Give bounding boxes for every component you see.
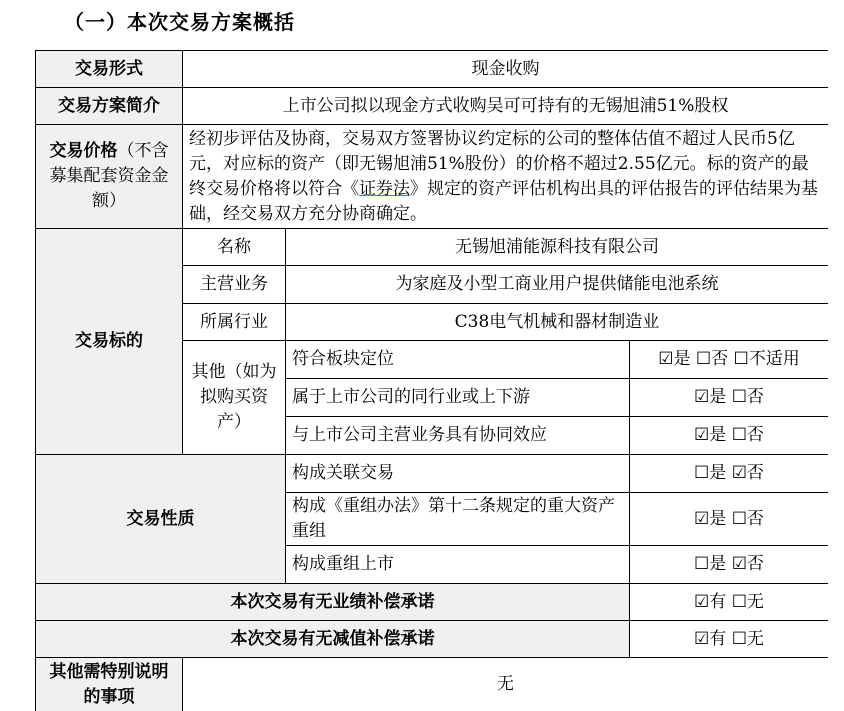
row-label-summary: 交易方案简介	[36, 88, 183, 125]
nature-item: 构成《重组办法》第十二条规定的重大资产重组	[286, 493, 630, 546]
target-industry-value: C38电气机械和器材制造业	[286, 304, 829, 341]
target-name-value: 无锡旭浦能源科技有限公司	[286, 229, 829, 266]
target-other-options[interactable]: ☑是 ☐否 ☐不适用	[630, 341, 829, 379]
row-value-other: 无	[183, 658, 829, 711]
price-text-1: 经初步评估及协商，交易双方签署协议约定标的公司的整体估值不超过人民币5亿元，对应标的资产（即无锡旭浦51%股份）的价格不超过2.55亿元。标的资产的最终交易价格将以符合《	[189, 128, 809, 199]
target-other-item: 属于上市公司的同行业或上下游	[286, 379, 630, 417]
target-other-options[interactable]: ☑是 ☐否	[630, 379, 829, 417]
table-row	[36, 621, 829, 658]
perf-comp-options[interactable]: ☑有 ☐无	[630, 584, 829, 621]
table-row	[36, 51, 829, 88]
row-label-price	[36, 125, 183, 229]
target-biz-value: 为家庭及小型工商业用户提供储能电池系统	[286, 266, 829, 304]
target-other-item: 符合板块定位	[286, 341, 630, 379]
section-title: （一）本次交易方案概括	[64, 10, 295, 34]
target-other-label: 其他（如为拟购买资产）	[183, 341, 286, 455]
transaction-summary-table	[35, 50, 828, 711]
row-label-target: 交易标的	[36, 229, 183, 455]
price-label-note: （不含募集配套资金金额）	[49, 141, 169, 211]
nature-options[interactable]: ☑是 ☐否	[630, 493, 829, 546]
target-other-options[interactable]: ☑是 ☐否	[630, 417, 829, 455]
row-value-price	[183, 125, 829, 229]
target-biz-label: 主营业务	[183, 266, 286, 304]
table-row	[36, 88, 829, 125]
row-label-perf-comp: 本次交易有无业绩补偿承诺	[36, 584, 630, 621]
target-name-label: 名称	[183, 229, 286, 266]
price-label-bold: 交易价格	[49, 141, 118, 161]
table-row	[36, 584, 829, 621]
target-other-item: 与上市公司主营业务具有协同效应	[286, 417, 630, 455]
impair-comp-options[interactable]: ☑有 ☐无	[630, 621, 829, 658]
row-value-summary: 上市公司拟以现金方式收购吴可可持有的无锡旭浦51%股权	[183, 88, 829, 125]
row-label-impair-comp: 本次交易有无减值补偿承诺	[36, 621, 630, 658]
row-label-other: 其他需特别说明的事项	[36, 658, 183, 711]
row-label-nature: 交易性质	[36, 455, 286, 584]
nature-options[interactable]: ☐是 ☑否	[630, 455, 829, 493]
table-row	[36, 229, 829, 266]
target-industry-label: 所属行业	[183, 304, 286, 341]
row-value-form: 现金收购	[183, 51, 829, 88]
row-label-form: 交易形式	[36, 51, 183, 88]
price-text-2: 》规定的资产评估机构出具的评估报告的评估结果为基础，经交易双方充分协商确定。	[189, 178, 818, 224]
nature-item: 构成关联交易	[286, 455, 630, 493]
securities-law-link[interactable]: 证券法	[359, 178, 410, 199]
table-row	[36, 658, 829, 711]
table-row	[36, 125, 829, 229]
table-wrapper	[35, 50, 828, 711]
nature-item: 构成重组上市	[286, 546, 630, 584]
table-row	[36, 455, 829, 493]
nature-options[interactable]: ☐是 ☑否	[630, 546, 829, 584]
